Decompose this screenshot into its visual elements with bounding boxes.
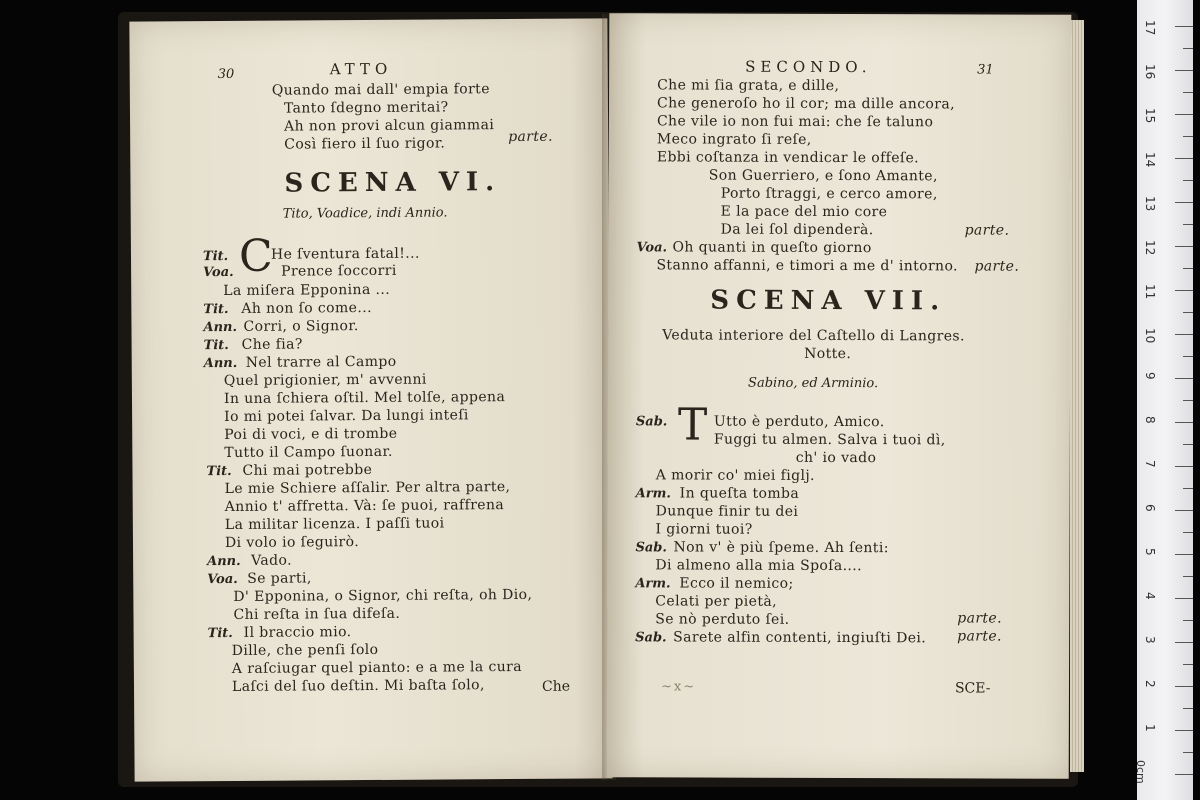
scene-setting: Notte. bbox=[804, 345, 852, 363]
character-list: Sabino, ed Arminio. bbox=[748, 375, 879, 392]
character-list: Tito, Voadice, indi Annio. bbox=[282, 205, 448, 222]
dialogue-line: Se nò perduto ſei. bbox=[655, 611, 790, 628]
dialogue-line: Tutto il Campo ſuonar. bbox=[224, 443, 393, 462]
speaker-label: Tit. bbox=[207, 625, 233, 642]
ruler-tick bbox=[1183, 752, 1193, 753]
ruler-tick bbox=[1175, 598, 1193, 599]
ruler-tick bbox=[1175, 334, 1193, 335]
running-head: SECONDO. bbox=[745, 57, 872, 77]
dialogue-line: In queſta tomba bbox=[679, 485, 800, 502]
speaker-label: Ann. bbox=[203, 355, 238, 372]
speaker-label: Sab. bbox=[635, 630, 667, 646]
speaker-label: Tit. bbox=[203, 337, 229, 354]
ruler-tick bbox=[1175, 70, 1193, 71]
aria-line: E la pace del mio core bbox=[720, 203, 888, 221]
verse-line: Così fiero il ſuo rigor. bbox=[284, 135, 446, 153]
dialogue-line: Chi reſta in ſua difeſa. bbox=[233, 605, 401, 623]
speaker-label: Voa. bbox=[203, 264, 234, 281]
ruler-tick bbox=[1183, 400, 1193, 401]
aria-line: Porto ſtraggi, e cerco amore, bbox=[720, 185, 938, 203]
speaker-label: Ann. bbox=[207, 553, 241, 570]
ruler-tick bbox=[1183, 444, 1193, 445]
speaker-label: Arm. bbox=[635, 576, 671, 592]
ruler-tick bbox=[1175, 642, 1193, 643]
measuring-ruler bbox=[1134, 0, 1193, 800]
ornament: ~x~ bbox=[660, 679, 697, 695]
ruler-tick bbox=[1183, 532, 1193, 533]
dialogue-line: Le mie Schiere aſſalir. Per altra parte, bbox=[224, 479, 511, 498]
dialogue-line: Utto è perduto, Amico. bbox=[713, 413, 885, 431]
dialogue-line: Io mi potei ſalvar. Da lungi inteſi bbox=[224, 407, 469, 426]
ruler-tick bbox=[1183, 708, 1193, 709]
dialogue-line: Meco ingrato ſi reſe, bbox=[656, 131, 812, 148]
dialogue-line: Che mi ſia grata, e dille, bbox=[657, 77, 840, 94]
dialogue-line: Di volo io ſeguirò. bbox=[224, 534, 360, 552]
ruler-unit: 0cm bbox=[1134, 760, 1147, 784]
ruler-tick bbox=[1175, 246, 1193, 247]
ruler-tick bbox=[1175, 422, 1193, 423]
ruler-number: 10 bbox=[1143, 328, 1157, 344]
ruler-number: 4 bbox=[1143, 592, 1157, 600]
dialogue-line: Sarete alfin contenti, ingiuſti Dei. bbox=[673, 629, 927, 647]
right-page bbox=[607, 13, 1072, 779]
ruler-tick bbox=[1183, 224, 1193, 225]
ruler-tick bbox=[1175, 510, 1193, 511]
left-page bbox=[129, 18, 612, 781]
aria-line: Da lei ſol dipenderà. bbox=[720, 221, 874, 239]
page-number: 31 bbox=[977, 62, 994, 78]
dialogue-line: Non v' è più ſpeme. Ah ſenti: bbox=[673, 539, 889, 557]
ruler-tick bbox=[1183, 356, 1193, 357]
verse-line: Tanto ſdegno meritai? bbox=[283, 99, 449, 117]
ruler-number: 7 bbox=[1143, 460, 1157, 468]
ruler-tick bbox=[1183, 576, 1193, 577]
ruler-tick bbox=[1175, 378, 1193, 379]
dialogue-line: Di almeno alla mia Spoſa.... bbox=[655, 557, 863, 575]
speaker-label: Voa. bbox=[636, 240, 668, 256]
ruler-tick bbox=[1183, 136, 1193, 137]
ruler-number: 8 bbox=[1143, 416, 1157, 424]
ruler-number: 5 bbox=[1143, 548, 1157, 556]
scene-setting: Veduta interiore del Caſtello di Langres. bbox=[662, 327, 965, 345]
dialogue-line: Ah non ſo come... bbox=[241, 299, 372, 317]
drop-cap: C bbox=[238, 230, 273, 282]
ruler-tick bbox=[1183, 664, 1193, 665]
page-number: 30 bbox=[217, 66, 235, 83]
dialogue-line: Che vile io non fui mai: che ſe taluno bbox=[656, 113, 934, 131]
dialogue-line: Annio t' affretta. Và: ſe puoi, raffrena bbox=[224, 497, 505, 516]
speaker-label: Voa. bbox=[207, 571, 238, 588]
dialogue-line: In una ſchiera oſtil. Mel tolſe, appena bbox=[223, 389, 506, 408]
dialogue-line: Il braccio mio. bbox=[243, 624, 352, 641]
dialogue-line: Vado. bbox=[251, 552, 292, 569]
ruler-number: 17 bbox=[1143, 20, 1157, 36]
stage-exit: parte. bbox=[957, 628, 1002, 645]
ruler-number: 13 bbox=[1143, 196, 1157, 212]
speaker-label: Sab. bbox=[635, 414, 668, 430]
drop-cap: T bbox=[677, 399, 708, 451]
dialogue-line: Che fia? bbox=[241, 336, 303, 353]
ruler-tick bbox=[1175, 114, 1193, 115]
dialogue-line: Ebbi coſtanza in vendicar le offeſe. bbox=[656, 149, 920, 167]
speaker-label: Ann. bbox=[203, 319, 238, 336]
dialogue-line: Che generoſo ho il cor; ma dille ancora, bbox=[656, 95, 955, 113]
speaker-label: Sab. bbox=[635, 540, 667, 556]
speaker-label: Tit. bbox=[206, 463, 232, 480]
ruler-tick bbox=[1183, 92, 1193, 93]
dialogue-line: He ſventura fatal!... bbox=[270, 245, 420, 263]
ruler-tick bbox=[1175, 26, 1193, 27]
ruler-number: 12 bbox=[1143, 240, 1157, 256]
ruler-number: 1 bbox=[1143, 724, 1157, 732]
dialogue-line: Chi mai potrebbe bbox=[242, 461, 373, 479]
ruler-number: 15 bbox=[1143, 108, 1157, 124]
ruler-tick bbox=[1183, 48, 1193, 49]
catchword: SCE- bbox=[954, 680, 991, 697]
stage-exit: parte. bbox=[957, 610, 1003, 627]
speaker-label: Tit. bbox=[203, 301, 229, 318]
dialogue-line: La miſera Epponina ... bbox=[223, 281, 391, 300]
ruler-tick bbox=[1183, 620, 1193, 621]
ruler-tick bbox=[1175, 158, 1193, 159]
ruler-number: 3 bbox=[1143, 636, 1157, 644]
aria-line: Son Guerriero, e ſono Amante, bbox=[708, 167, 938, 185]
ruler-number: 14 bbox=[1143, 152, 1157, 168]
dialogue-line: Nel trarre al Campo bbox=[245, 353, 397, 371]
stage-exit: parte. bbox=[964, 222, 1010, 239]
scene-title: SCENA VI. bbox=[284, 167, 502, 199]
dialogue-line: Stanno affanni, e timori a me d' intorno. bbox=[656, 257, 958, 275]
ruler-number: 6 bbox=[1143, 504, 1157, 512]
dialogue-line: A morir co' miei figlj. bbox=[655, 467, 815, 484]
dialogue-line: Ecco il nemico; bbox=[679, 575, 794, 592]
ruler-number: 11 bbox=[1143, 284, 1157, 300]
ruler-tick bbox=[1183, 180, 1193, 181]
dialogue-line: La militar licenza. I paſſi tuoi bbox=[224, 515, 445, 534]
dialogue-line: A raſciugar quel pianto: e a me la cura bbox=[231, 658, 523, 677]
dialogue-line: I giorni tuoi? bbox=[655, 521, 753, 538]
dialogue-line: Oh quanti in queſto giorno bbox=[672, 239, 872, 257]
dialogue-line: Prence ſoccorri bbox=[281, 262, 397, 280]
dialogue-line: Dunque finir tu dei bbox=[655, 503, 799, 520]
ruler-number: 2 bbox=[1143, 680, 1157, 688]
dialogue-line: Corri, o Signor. bbox=[243, 318, 359, 335]
dialogue-line: Se parti, bbox=[247, 570, 312, 587]
ruler-tick bbox=[1175, 686, 1193, 687]
ruler-tick bbox=[1175, 774, 1193, 775]
dialogue-line: Fuggi tu almen. Salva i tuoi dì, bbox=[713, 431, 946, 449]
dialogue-line: Dille, che penſi ſolo bbox=[231, 641, 379, 659]
dialogue-line: Celati per pietà, bbox=[655, 593, 778, 610]
dialogue-line: D' Epponina, o Signor, chi reſta, oh Dio, bbox=[233, 586, 533, 605]
ruler-tick bbox=[1175, 554, 1193, 555]
dialogue-line: Poi di voci, e di trombe bbox=[224, 425, 398, 444]
dialogue-line: ch' io vado bbox=[795, 449, 877, 467]
verse-line: Quando mai dall' empia forte bbox=[271, 81, 490, 99]
catchword: Che bbox=[541, 678, 571, 695]
scene-title: SCENA VII. bbox=[710, 285, 947, 317]
ruler-tick bbox=[1183, 488, 1193, 489]
speaker-label: Arm. bbox=[635, 486, 671, 502]
speaker-label: Tit. bbox=[202, 248, 229, 265]
ruler-tick bbox=[1183, 268, 1193, 269]
ruler-number: 9 bbox=[1143, 372, 1157, 380]
ruler-tick bbox=[1175, 202, 1193, 203]
ruler-tick bbox=[1175, 466, 1193, 467]
stage-exit: parte. bbox=[974, 258, 1020, 275]
verse-line: Ah non provi alcun giammai bbox=[284, 117, 495, 135]
page-edges bbox=[1070, 20, 1084, 772]
ruler-tick bbox=[1183, 312, 1193, 313]
stage-exit: parte. bbox=[508, 128, 553, 146]
dialogue-line: Laſci del ſuo deſtin. Mi baſta ſolo, bbox=[231, 677, 485, 695]
ruler-tick bbox=[1175, 730, 1193, 731]
ruler-tick bbox=[1175, 290, 1193, 291]
ruler-number: 16 bbox=[1143, 64, 1157, 80]
running-head: ATTO bbox=[329, 59, 393, 79]
dialogue-line: Quel prigionier, m' avvenni bbox=[223, 371, 427, 390]
